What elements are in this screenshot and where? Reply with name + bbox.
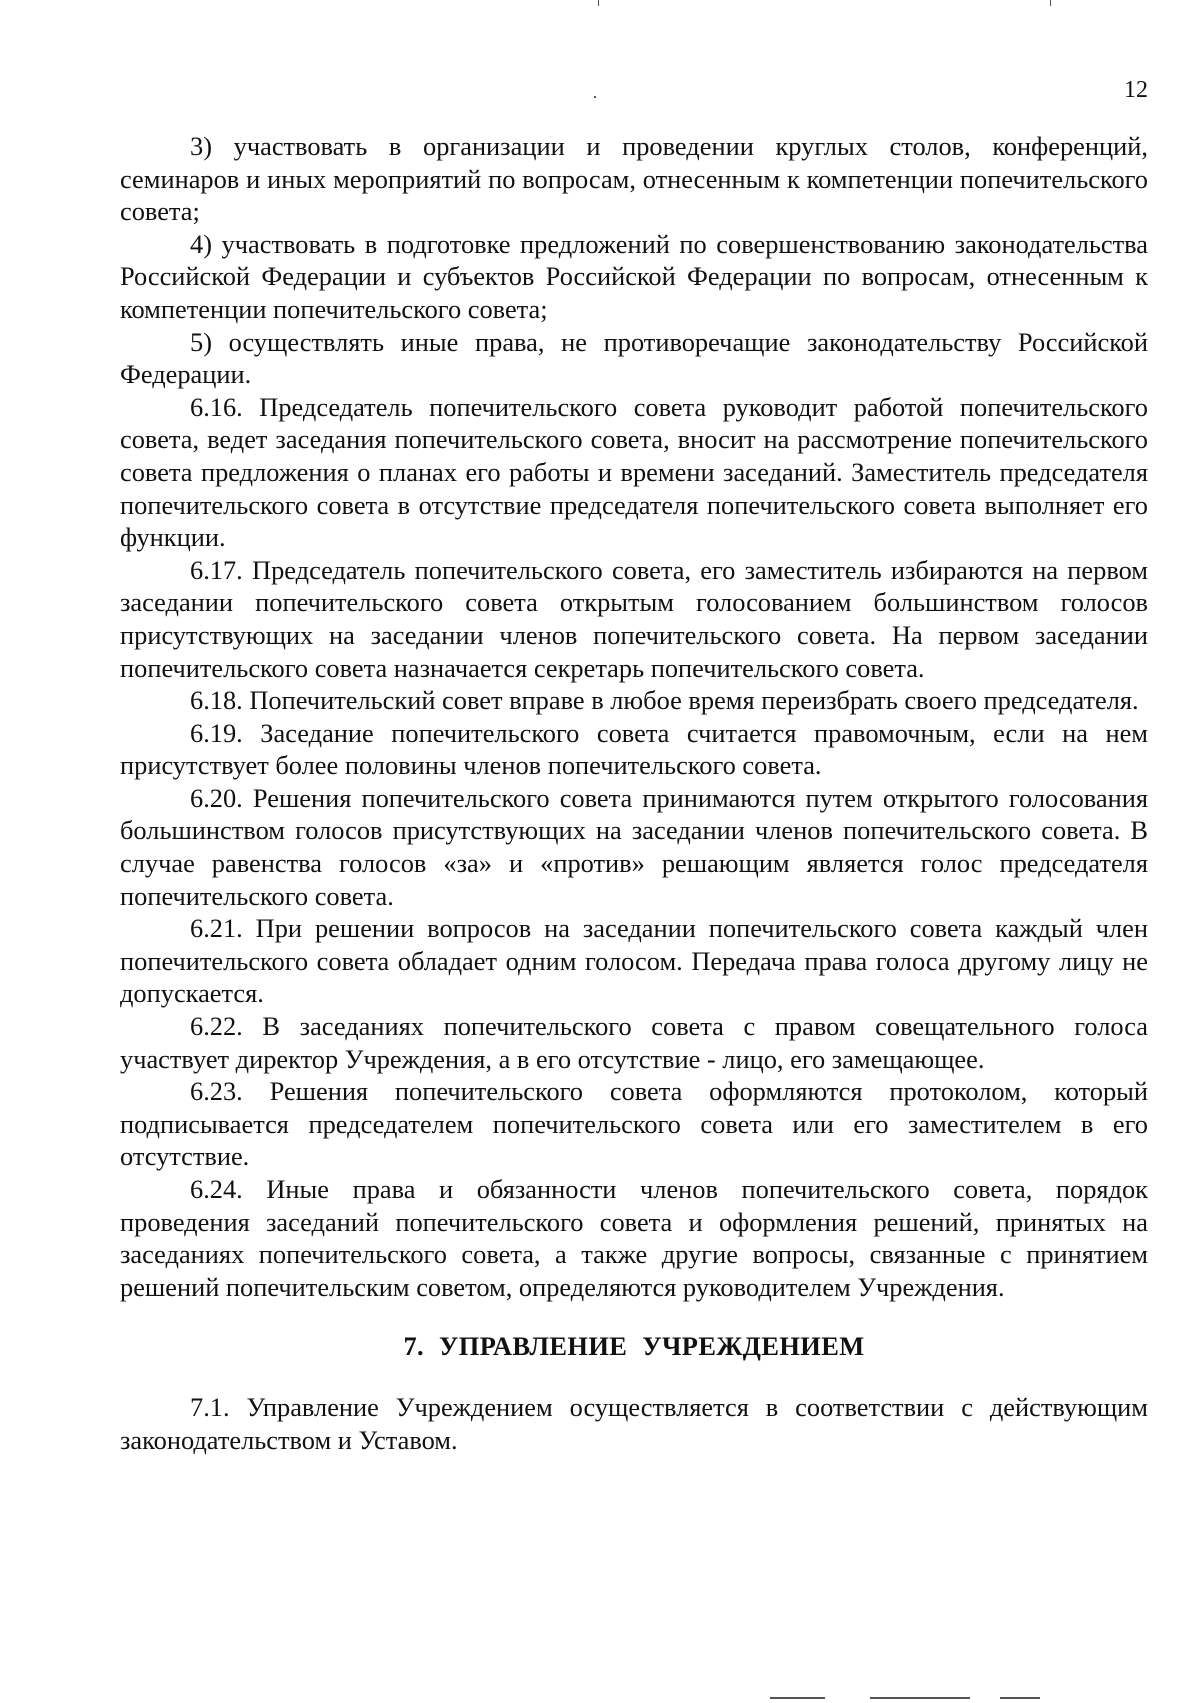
paragraph-6-17: 6.17. Председатель попечительского совета, его заместитель избираются на первом заседании попечительского совета открытым голосованием большинством голосов присутствующих на заседании членов попечительского совета. На первом заседании попечительского совета назначается секретарь попечительского совета. <box>120 554 1148 683</box>
scan-artifact-top <box>598 0 599 6</box>
scan-artifact-bottom-1 <box>770 1697 825 1699</box>
document-body <box>120 130 1148 1457</box>
scan-artifact-bottom-2 <box>870 1697 970 1699</box>
paragraph-6-16: 6.16. Председатель попечительского совета руководит работой попечительского совета, ведет заседания попечительского совета, вносит на рассмотрение попечительского совета предложения о планах его работы и времени заседаний. Заместитель председателя попечительского совета в отсутствие председателя попечительского совета выполняет его функции. <box>120 391 1148 553</box>
paragraph-6-19: 6.19. Заседание попечительского совета считается правомочным, если на нем присутствует более половины членов попечительского совета. <box>120 717 1148 781</box>
scan-artifact-bottom-3 <box>1000 1697 1040 1699</box>
scan-artifact-dot <box>594 96 596 98</box>
paragraph-6-18: 6.18. Попечительский совет вправе в любое время переизбрать своего председателя. <box>190 685 1139 716</box>
paragraph-6-20: 6.20. Решения попечительского совета принимаются путем открытого голосования большинством голосов присутствующих на заседании членов попечительского совета. В случае равенства голосов «за» и «против» решающим является голос председателя попечительского совета. <box>120 782 1148 911</box>
paragraph-6-22: 6.22. В заседаниях попечительского совета с правом совещательного голоса участвует директор Учреждения, а в его отсутствие - лицо, его замещающее. <box>120 1011 1148 1074</box>
paragraph-item-3: 3) участвовать в организации и проведении круглых столов, конференций, семинаров и иных мероприятий по вопросам, отнесенным к компетенции попечительского совета; <box>120 131 1148 227</box>
section-heading: 7. УПРАВЛЕНИЕ УЧРЕЖДЕНИЕМ <box>403 1331 865 1362</box>
scan-artifact-top-right <box>1050 0 1051 6</box>
paragraph-7-1: 7.1. Управление Учреждением осуществляется в соответствии с действующим законодательством и Уставом. <box>120 1392 1148 1455</box>
paragraph-6-24: 6.24. Иные права и обязанности членов попечительского совета, порядок проведения заседаний попечительского совета и оформления решений, принятых на заседаниях попечительского совета, а также другие вопросы, связанные с принятием решений попечительским советом, определяются руководителем Учреждения. <box>120 1174 1148 1302</box>
paragraph-6-23: 6.23. Решения попечительского совета оформляются протоколом, который подписывается председателем попечительского совета или его заместителем в его отсутствие. <box>120 1076 1148 1172</box>
paragraph-item-4: 4) участвовать в подготовке предложений по совершенствованию законодательства Российской Федерации и субъектов Российской Федерации по вопросам, отнесенным к компетенции попечительского совета; <box>120 228 1148 324</box>
page-number: 12 <box>1124 77 1148 103</box>
paragraph-6-21: 6.21. При решении вопросов на заседании попечительского совета каждый член попечительского совета обладает одним голосом. Передача права голоса другому лицу не допускается. <box>120 913 1148 1009</box>
paragraph-item-5: 5) осуществлять иные права, не противоречащие законодательству Российской Федерации. <box>120 326 1148 390</box>
